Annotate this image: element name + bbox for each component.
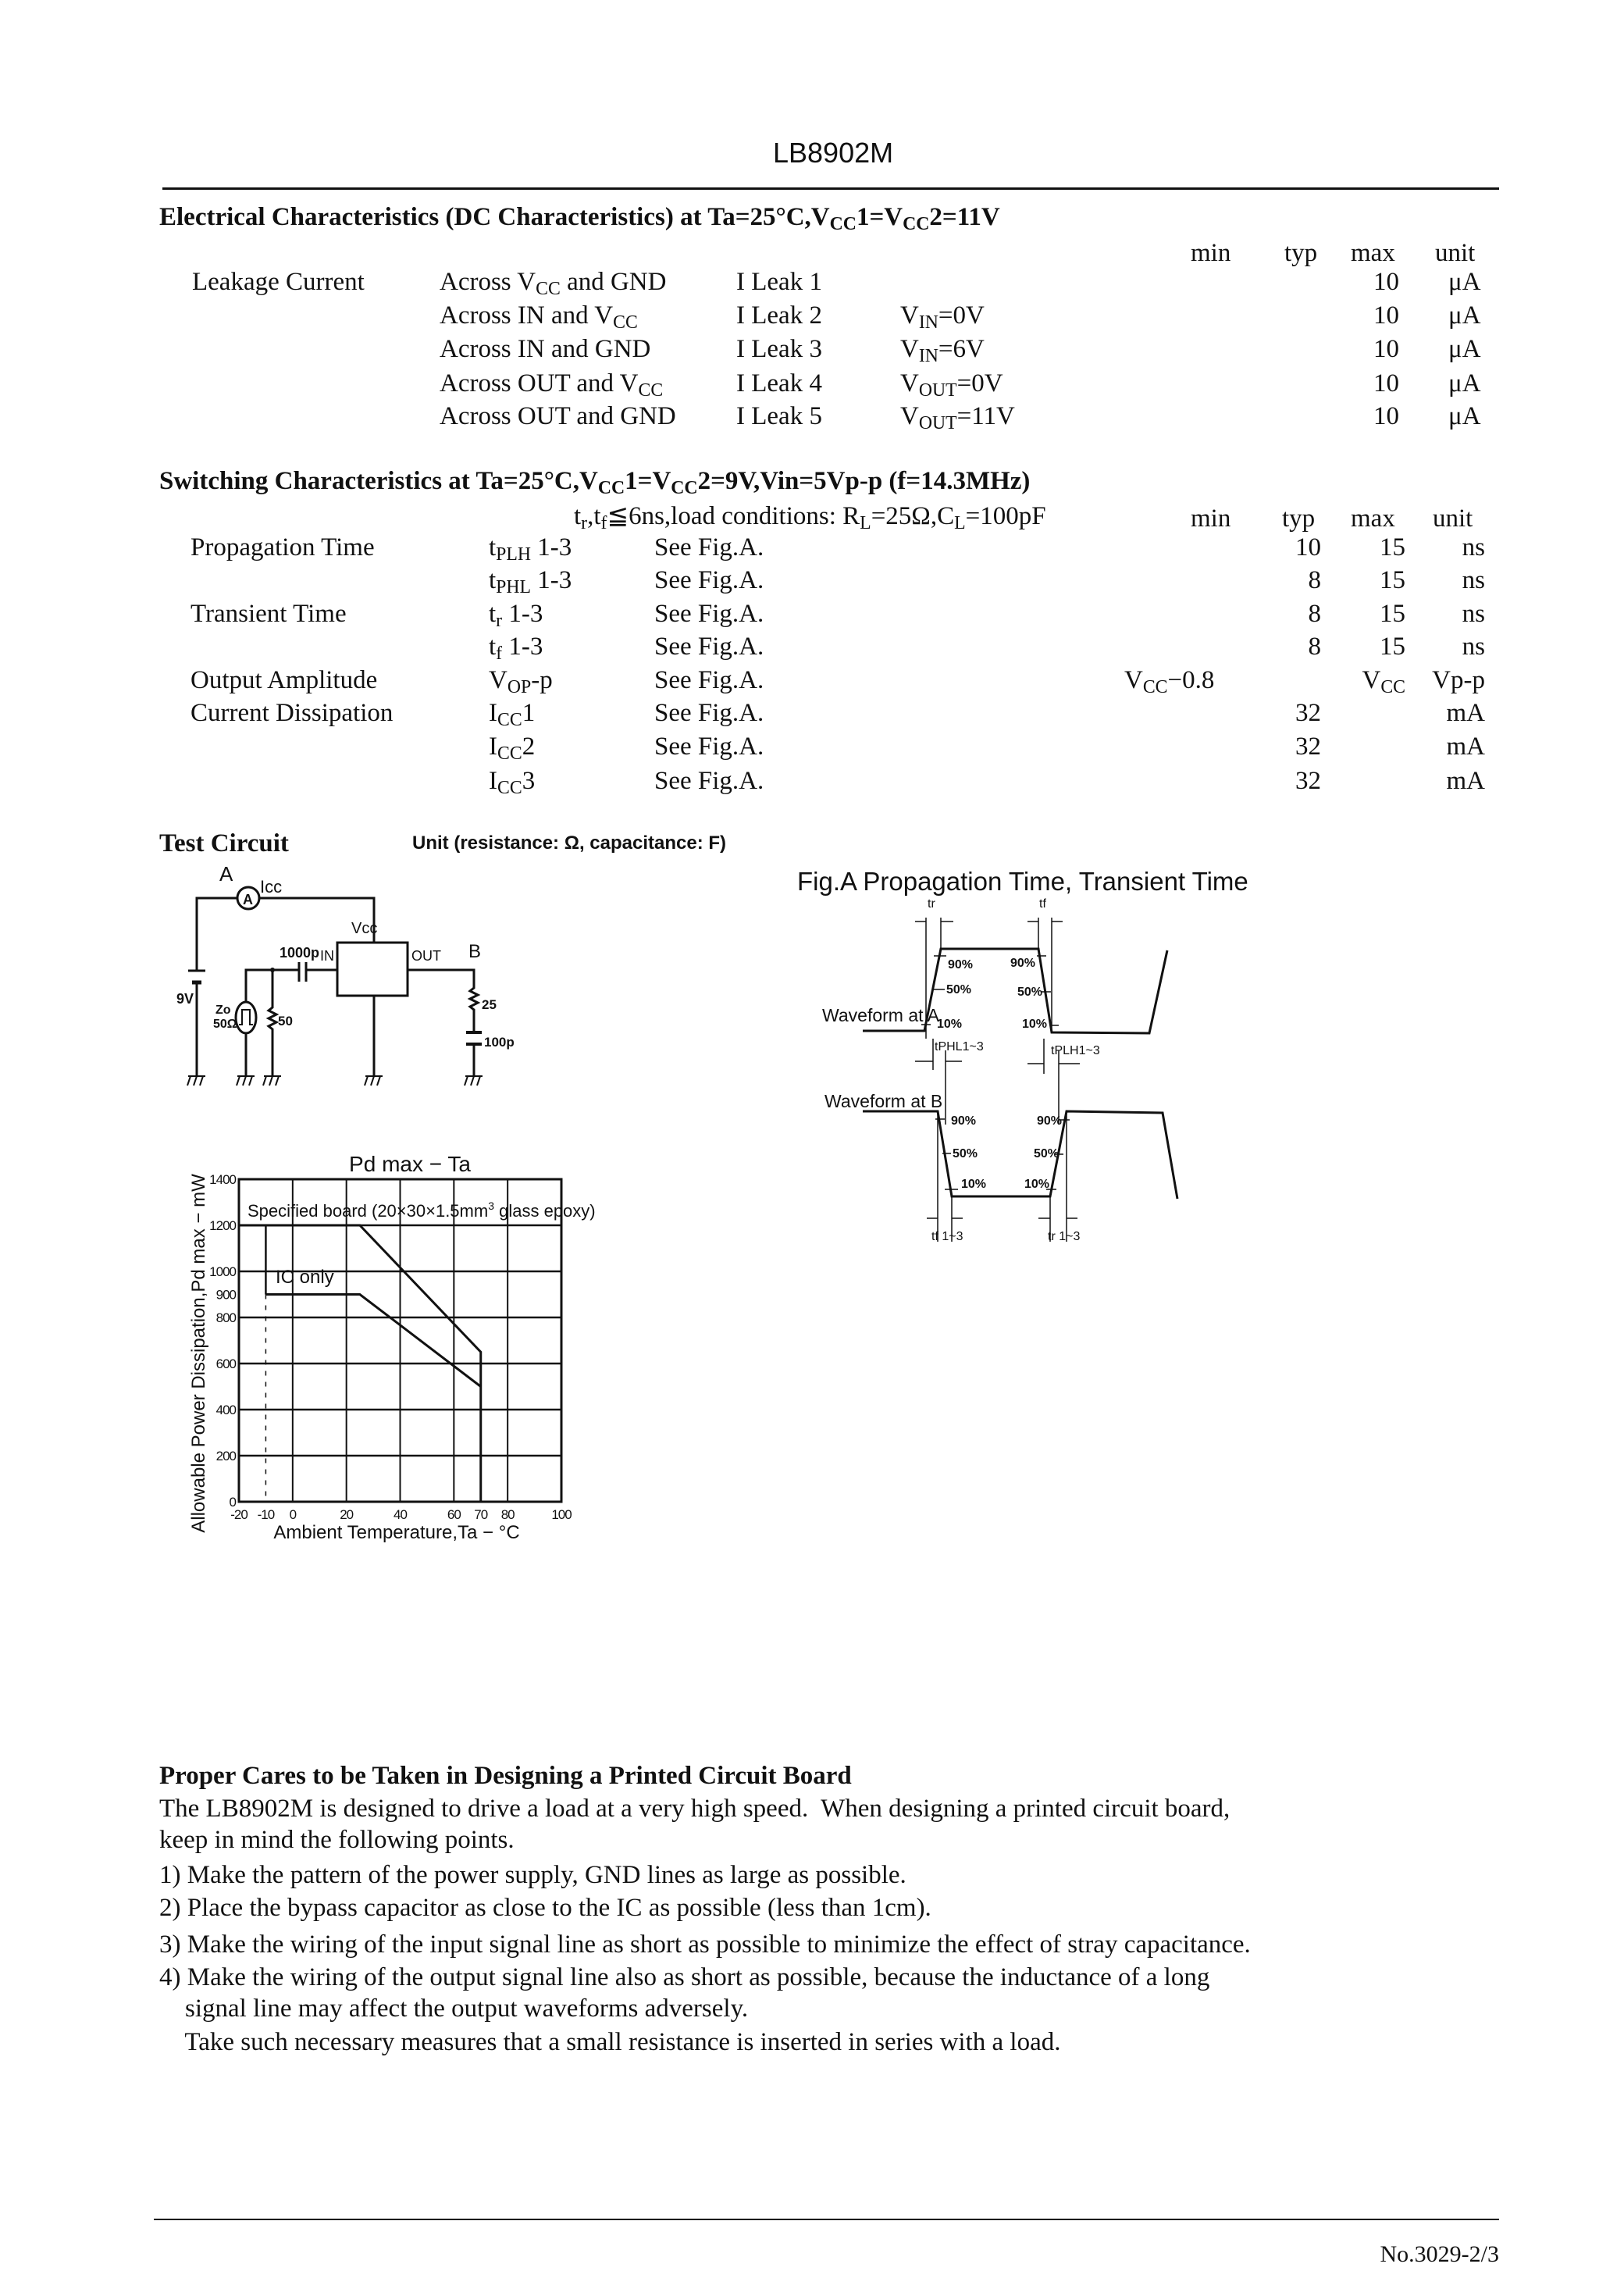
pcb-line: Take such necessary measures that a small resistance is inserted in series with a load. [159,2028,1061,2056]
dc-col-typ: typ [1284,239,1318,267]
x-tick-label: -10 [257,1507,275,1522]
sw-title: Switching Characteristics at $Ta=25^\circ C,V_{CC}1=V_{CC}2=9V,Vin=5Vp-p$ (f=14.3MHz) [159,467,1031,498]
wire [197,898,237,971]
sw-condition: See Fig.A. [654,600,764,628]
x-tick-label: 80 [500,1507,515,1522]
sw-label: Propagation Time [191,533,375,561]
a-rise-90: 90% [948,958,974,971]
text-sub: CC [903,213,930,234]
dc-unit: μA [1448,402,1481,430]
test-circuit [187,887,483,1086]
zo-value: 50Ω [213,1018,237,1031]
dc-max: 10 [1373,301,1399,330]
c-load-label: 100p [484,1035,515,1050]
pcb-line: 2) Place the bypass capacitor as close to the IC as possible (less than 1cm). [159,1894,931,1922]
sw-condition: See Fig.A. [654,733,764,761]
y-tick-label: 600 [215,1356,236,1371]
sw-col-unit: unit [1433,504,1473,533]
dc-max: 10 [1373,402,1399,430]
resistor-icon [269,970,276,1076]
leakage-current-label: Leakage Current [192,268,365,296]
x-tick-label: 40 [394,1507,407,1522]
tplh-label: tPLH1~3 [1051,1044,1100,1057]
text-sub: CC [638,380,664,401]
y-tick-label: 400 [215,1403,236,1417]
sw-max: 15 [1380,533,1405,561]
dc-col-min: min [1191,239,1231,267]
b-rise-10: 10% [1024,1178,1050,1191]
sw-max: $V_{CC}$ [1362,666,1405,697]
pulse-source-icon [236,1002,256,1033]
x-axis-label: Ambient Temperature,Ta − °C [273,1522,520,1543]
y-tick-label: 800 [215,1310,236,1325]
sw-label: Transient Time [191,600,347,628]
ground-hatch [477,1076,480,1086]
sw-typ: 32 [1295,767,1321,795]
dc-unit: μA [1448,335,1481,363]
text-sub: CC [497,709,522,730]
x-tick-label: 20 [340,1507,354,1522]
cap-in-label: 1000p [280,945,320,961]
ic-box [337,943,408,996]
dc-param: Across OUT and $V_{CC}$ [440,369,664,401]
x-tick-label: 100 [551,1507,572,1522]
sw-label: Current Dissipation [191,699,394,727]
unit-note: Unit (resistance: Ω, capacitance: F) [412,832,727,854]
text-sub: CC [497,777,522,798]
sw-typ: 10 [1295,533,1321,561]
b-rise-90: 90% [1037,1114,1063,1128]
ground-hatch [194,1076,197,1086]
sw-condition: See Fig.A. [654,533,764,561]
sw-max: 15 [1380,600,1405,628]
pcb-line: 1) Make the pattern of the power supply, GND lines as large as possible. [159,1861,906,1889]
ground-hatch [200,1076,203,1086]
zo-label: Zo [215,1004,231,1017]
vcc-label: Vcc [351,920,378,937]
sw-typ: 8 [1308,566,1321,594]
fig-a-title: Fig.A Propagation Time, Transient Time [797,867,1248,896]
y-tick-label: 1400 [209,1172,236,1187]
pcb-line: 4) Make the wiring of the output signal line also as short as possible, because the inductance of a long [159,1963,1210,1991]
sw-unit: mA [1446,767,1485,795]
pd-max-chart [188,1152,596,1543]
b-fall-10: 10% [961,1178,987,1191]
ground-hatch [187,1076,191,1086]
sw-subtitle: $t_r,t_f≦6ns,load$ conditions: $R_L=25\Omega,C_L=100pF$ [574,502,1046,533]
y-tick-label: 1000 [209,1264,236,1279]
sw-col-min: min [1191,504,1231,533]
ground-hatch [365,1076,368,1086]
r-in-label: 50 [278,1014,293,1028]
x-tick-label: 70 [474,1507,488,1522]
dc-condition: $V_{OUT}=0V$ [900,369,1003,401]
pcb-line: The LB8902M is designed to drive a load at a very high speed. When designing a printed circuit board, [159,1795,1230,1823]
dc-symbol: I Leak 3 [736,335,822,363]
sw-unit: mA [1446,699,1485,727]
b-fall-90: 90% [951,1114,977,1128]
text-sub: CC [671,477,698,498]
sw-unit: mA [1446,733,1485,761]
node-a-label: A [219,862,233,886]
pcb-line: keep in mind the following points. [159,1826,515,1854]
sw-typ: 32 [1295,699,1321,727]
b-rise-50: 50% [1034,1147,1060,1160]
pcb-title: Proper Cares to be Taken in Designing a Printed Circuit Board [159,1762,852,1790]
sw-col-max: max [1351,504,1395,533]
dc-unit: μA [1448,301,1481,330]
dc-symbol: I Leak 1 [736,268,822,296]
text-sub: CC [829,213,857,234]
x-tick-label: -20 [230,1507,248,1522]
pcb-line: signal line may affect the output waveforms adversely. [159,1995,749,2023]
sw-condition: See Fig.A. [654,666,764,694]
timing-guides [915,918,1080,1242]
ground-hatch [243,1076,246,1086]
text-sub: L [860,512,871,533]
icc-label: Icc [260,877,283,897]
r-load-label: 25 [482,997,497,1012]
dc-max: 10 [1373,268,1399,296]
sw-unit: ns [1462,600,1485,628]
y-tick-label: 900 [215,1287,236,1303]
x-tick-label: 60 [447,1507,461,1522]
a-fall-90: 90% [1010,957,1036,970]
sw-unit: ns [1462,633,1485,661]
tr13-label: tr 1~3 [1048,1230,1081,1243]
dc-condition: $V_{IN}=0V$ [900,301,985,333]
series-line-1 [265,1295,480,1387]
doc-number: No.3029-2/3 [1380,2241,1499,2267]
dc-condition: $V_{OUT}=11V$ [900,402,1015,433]
sw-label: Output Amplitude [191,666,378,694]
pcb-line: 3) Make the wiring of the input signal line as short as possible to minimize the effect of stray capacitance. [159,1930,1251,1959]
tphl-label: tPHL1~3 [935,1040,984,1053]
dc-param: Across $V_{CC}$ and GND [440,268,667,299]
text-sub: r [496,610,503,631]
y-tick-label: 0 [229,1495,236,1510]
dc-condition: $V_{IN}=6V$ [900,335,985,366]
text-sub: PHL [496,576,532,597]
text-sub: IN [918,312,938,333]
text-sub: L [954,512,966,533]
resistor-icon [408,970,478,1032]
text-sub: OP [507,676,532,697]
a-rise-10: 10% [937,1018,963,1031]
sw-symbol: $t_r$ 1-3 [489,600,543,631]
chart-title: Pd max − Ta [349,1152,471,1176]
text-sub: PLH [496,544,532,565]
dc-param: Across IN and GND [440,335,651,363]
sw-condition: See Fig.A. [654,633,764,661]
ground-hatch [249,1076,252,1086]
sw-max: 15 [1380,633,1405,661]
part-number-header: LB8902M [773,137,894,169]
tf-label: tf [1039,897,1046,911]
text-sub: OUT [918,380,957,401]
ground-hatch [371,1076,374,1086]
ground-hatch [263,1076,266,1086]
text-sub: CC [1380,676,1405,697]
waveform-a-label: Waveform at A [822,1005,939,1025]
sw-condition: See Fig.A. [654,767,764,795]
sw-symbol: $I_{CC}1$ [489,699,536,730]
text-sub: CC [613,312,638,333]
a-rise-50: 50% [946,983,972,996]
dc-param: Across OUT and GND [440,402,676,430]
dc-symbol: I Leak 4 [736,369,822,397]
text-sub: r [581,512,588,533]
text-sub: CC [536,278,561,299]
ground-hatch [269,1076,272,1086]
dc-max: 10 [1373,335,1399,363]
sw-unit: Vp-p [1432,666,1485,694]
sw-symbol: $I_{CC}3$ [489,767,536,798]
sw-symbol: $t_f$ 1-3 [489,633,543,664]
text-sub: f [600,512,607,533]
sw-unit: ns [1462,566,1485,594]
tf13-label: tf 1~3 [931,1230,963,1243]
y-axis-label: Allowable Power Dissipation,Pd max − mW [188,1174,209,1533]
sw-condition: See Fig.A. [654,566,764,594]
ground-hatch [276,1076,279,1086]
annotation-rest: glass epoxy) [494,1201,596,1221]
ammeter-label: A [243,892,253,907]
dc-unit: μA [1448,268,1481,296]
a-fall-10: 10% [1022,1018,1048,1031]
sw-symbol: $t_{PHL}$ 1-3 [489,566,572,597]
sw-col-typ: typ [1282,504,1316,533]
in-label: IN [320,948,334,964]
sw-unit: ns [1462,533,1485,561]
tr-label: tr [928,897,935,911]
battery-label: 9V [176,991,194,1007]
y-tick-label: 1200 [209,1218,236,1233]
dc-col-max: max [1351,239,1395,267]
ground-hatch [471,1076,474,1086]
sw-symbol: $I_{CC}2$ [489,733,536,764]
a-fall-50: 50% [1017,986,1043,999]
text-sub: CC [497,743,522,764]
ground-hatch [237,1076,240,1086]
sw-typ: 8 [1308,600,1321,628]
sw-condition: See Fig.A. [654,699,764,727]
y-tick-label: 200 [215,1449,236,1463]
footer-rule [154,2219,1499,2220]
dc-symbol: I Leak 2 [736,301,822,330]
sw-symbol: $t_{PLH}$ 1-3 [489,533,572,565]
waveform-b [863,1111,1177,1199]
sw-min: $V_{CC}-0.8$ [1124,666,1215,697]
superscript: 3 [488,1200,494,1212]
test-circuit-title: Test Circuit [159,829,289,857]
dc-symbol: I Leak 5 [736,402,822,430]
text-sub: OUT [918,412,957,433]
sw-typ: 8 [1308,633,1321,661]
dc-unit: μA [1448,369,1481,397]
x-tick-label: 0 [289,1507,297,1522]
sw-symbol: $V_{OP}-p$ [489,666,553,697]
specified-board-annotation: Specified board ($20\times 30\times 1.5mm^3$ glass epoxy) [248,1200,596,1221]
out-label: OUT [411,948,441,964]
ic-only-annotation: IC only [276,1267,334,1288]
text-sub: CC [1142,676,1168,697]
ground-hatch [465,1076,468,1086]
text-sub: f [496,643,503,664]
junction-dot [270,968,275,972]
b-fall-50: 50% [953,1147,978,1160]
sw-typ: 32 [1295,733,1321,761]
dc-max: 10 [1373,369,1399,397]
text-sub: CC [597,477,625,498]
dc-param: Across IN and $V_{CC}$ [440,301,638,333]
text-sub: IN [918,345,938,366]
sw-max: 15 [1380,566,1405,594]
dc-title: Electrical Characteristics (DC Characteristics) at $Ta=25^\circ C,V_{CC}1=V_{CC}2=11V$ [159,203,1000,234]
ground-hatch [377,1076,380,1086]
waveform-b-label: Waveform at B [824,1091,943,1111]
node-b-label: B [468,941,482,962]
dc-col-unit: unit [1435,239,1476,267]
